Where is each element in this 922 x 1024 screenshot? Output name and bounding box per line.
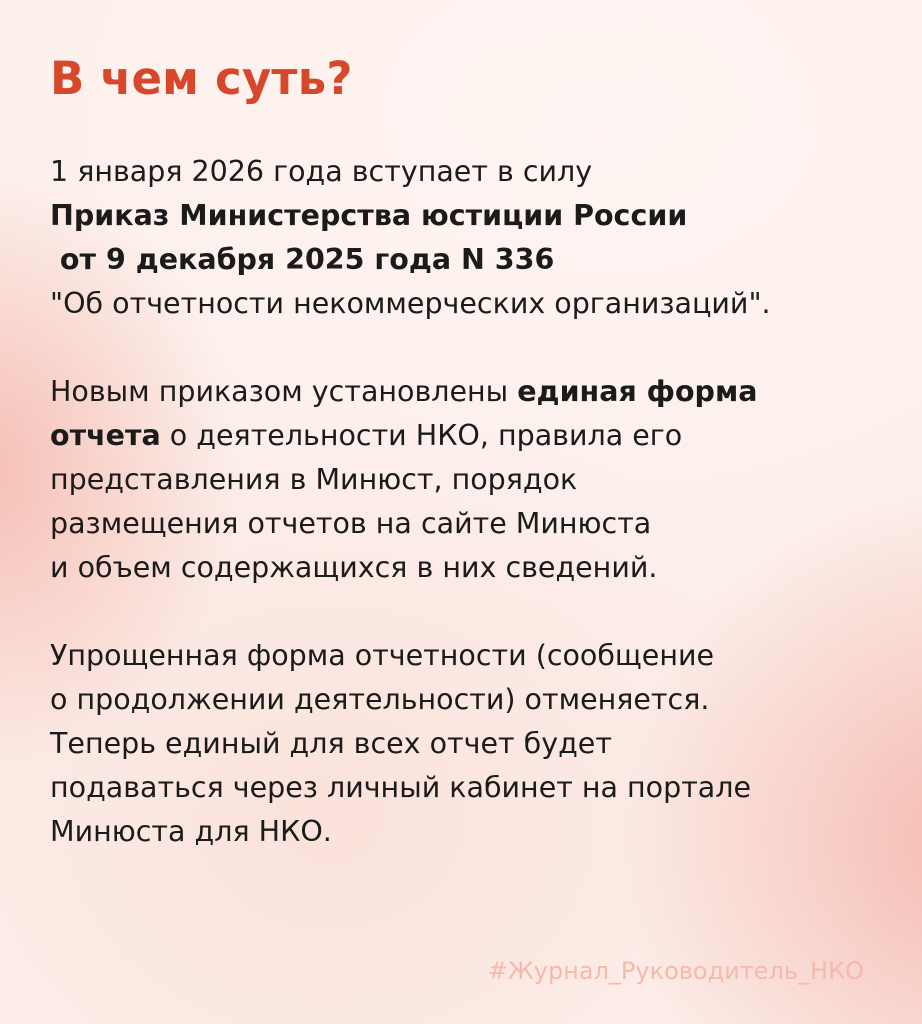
paragraph-new-form [50, 370, 880, 590]
text-line [50, 370, 880, 414]
paragraph-effective-date [50, 150, 880, 326]
text-line: подаваться через личный кабинет на портале [50, 771, 752, 804]
text-line: размещения отчетов на сайте Минюста [50, 507, 652, 540]
text-line [50, 414, 880, 458]
text-line: о продолжении деятельности) отменяется. [50, 683, 710, 716]
hashtag-label: #Журнал_Руководитель_НКО [487, 957, 864, 985]
text-line: представления в Минюст, порядок [50, 463, 578, 496]
text-line: и объем содержащихся в них сведений. [50, 551, 658, 584]
highlight-unified-form: единая форма [517, 375, 758, 408]
content-card [50, 48, 880, 854]
order-title: "Об отчетности некоммерческих организаций". [50, 287, 771, 320]
text-fragment: о деятельности НКО, правила его [160, 419, 683, 452]
text-line: Упрощенная форма отчетности (сообщение [50, 639, 715, 672]
order-date-number: от 9 декабря 2025 года N 336 [50, 243, 555, 276]
order-name: Приказ Министерства юстиции России [50, 199, 688, 232]
text-line: Минюста для НКО. [50, 815, 332, 848]
text-fragment: Новым приказом установлены [50, 375, 518, 408]
text-line: 1 января 2026 года вступает в силу [50, 155, 593, 188]
paragraph-simplified-form [50, 634, 880, 854]
text-line: Теперь единый для всех отчет будет [50, 727, 612, 760]
page-title: В чем суть? [50, 52, 353, 105]
highlight-report: отчета [50, 419, 161, 452]
